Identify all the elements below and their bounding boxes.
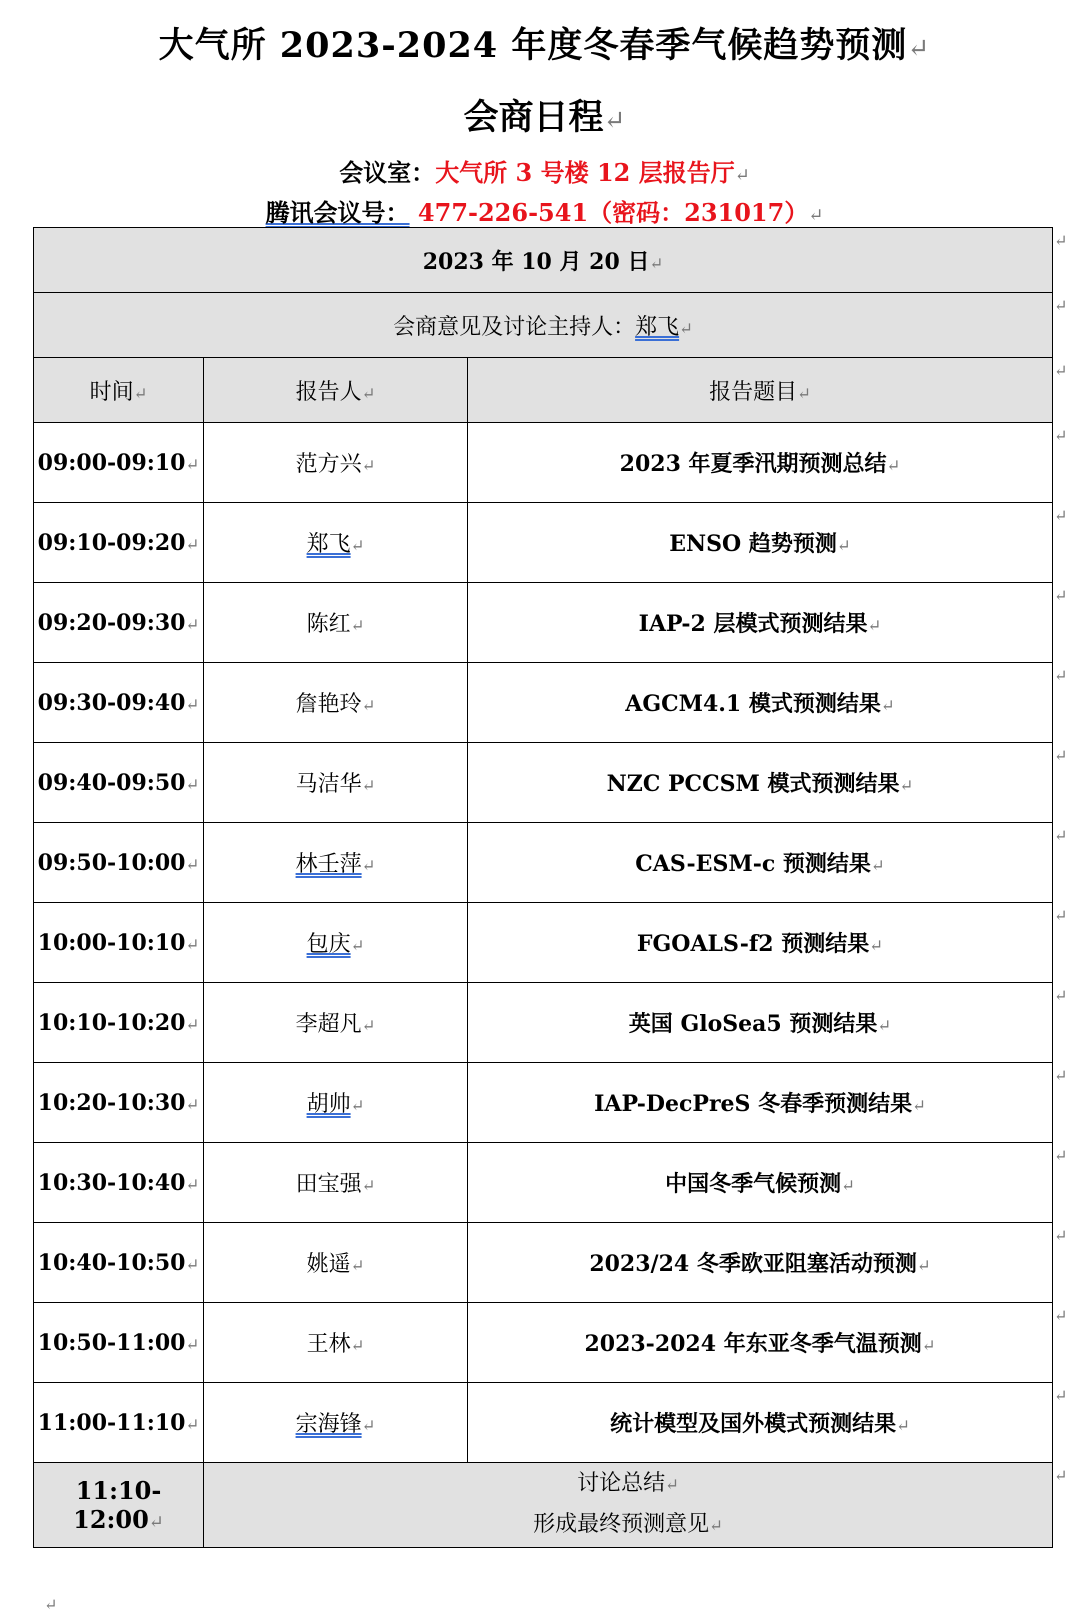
row-end-mark-icon — [1054, 826, 1067, 845]
paragraph-mark-icon — [186, 1255, 200, 1274]
speaker-cell: 林壬萍 ↵ — [204, 823, 468, 903]
paragraph-mark-icon — [881, 696, 895, 715]
paragraph-mark-icon — [186, 935, 200, 954]
meeting-line — [0, 193, 1089, 228]
paragraph-mark-icon — [679, 319, 693, 338]
paragraph-mark-icon — [896, 1416, 910, 1435]
row-end-mark-icon — [1054, 231, 1067, 250]
time-cell: 09:20-09:30 ↵ — [34, 583, 204, 663]
paragraph-mark-icon — [877, 1016, 891, 1035]
row-end-mark-icon — [1054, 586, 1067, 605]
row-end-mark-icon — [1054, 1066, 1067, 1085]
topic-cell: 2023 年夏季汛期预测总结 ↵ — [468, 423, 1053, 503]
paragraph-mark-icon — [841, 1176, 855, 1195]
table-row — [34, 1143, 1053, 1223]
row-end-mark-icon — [1054, 746, 1067, 765]
time-cell: 10:20-10:30 ↵ — [34, 1063, 204, 1143]
page-title: 大气所 2023-2024 年度冬春季气候趋势预测 ↵ — [0, 18, 1089, 68]
speaker-cell: 宗海锋 ↵ — [204, 1383, 468, 1463]
table-row — [34, 503, 1053, 583]
paragraph-mark-icon — [917, 1256, 931, 1275]
room-line — [0, 153, 1089, 188]
header-row — [34, 358, 1053, 423]
host-cell — [34, 293, 1053, 358]
topic-cell: AGCM4.1 模式预测结果 ↵ — [468, 663, 1053, 743]
topic-cell: 统计模型及国外模式预测结果 ↵ — [468, 1383, 1053, 1463]
speaker-cell: 王林 ↵ — [204, 1303, 468, 1383]
topic-cell: 2023-2024 年东亚冬季气温预测 ↵ — [468, 1303, 1053, 1383]
speaker-cell: 田宝强 ↵ — [204, 1143, 468, 1223]
final-line-2: 形成最终预测意见 ↵ — [204, 1505, 1052, 1546]
paragraph-mark-icon — [186, 1015, 200, 1034]
paragraph-mark-icon — [186, 535, 200, 554]
row-end-mark-icon — [1054, 426, 1067, 445]
host-name: 郑飞 — [635, 314, 680, 340]
topic-cell: 2023/24 冬季欧亚阻塞活动预测 ↵ — [468, 1223, 1053, 1303]
table-row — [34, 1063, 1053, 1143]
topic-cell: NZC PCCSM 模式预测结果 ↵ — [468, 743, 1053, 823]
time-cell: 09:30-09:40 ↵ — [34, 663, 204, 743]
paragraph-mark-icon — [186, 1335, 200, 1354]
speaker-cell: 胡帅 ↵ — [204, 1063, 468, 1143]
paragraph-mark-icon — [869, 936, 883, 955]
row-end-mark-icon — [1054, 506, 1067, 525]
time-cell: 10:50-11:00 ↵ — [34, 1303, 204, 1383]
paragraph-mark-icon — [362, 456, 376, 475]
row-end-mark-icon — [1054, 361, 1067, 380]
row-end-mark-icon — [1054, 296, 1067, 315]
paragraph-mark-icon — [186, 615, 200, 634]
time-cell: 10:10-10:20 ↵ — [34, 983, 204, 1063]
paragraph-mark-icon — [351, 1096, 365, 1115]
host-label: 会商意见及讨论主持人： — [393, 314, 636, 340]
topic-cell: 中国冬季气候预测 ↵ — [468, 1143, 1053, 1223]
paragraph-mark-icon — [362, 776, 376, 795]
speaker-cell: 李超凡 ↵ — [204, 983, 468, 1063]
table-row — [34, 903, 1053, 983]
speaker-cell: 范方兴 ↵ — [204, 423, 468, 503]
time-cell: 09:10-09:20 ↵ — [34, 503, 204, 583]
time-cell: 10:00-10:10 ↵ — [34, 903, 204, 983]
speaker-cell: 马洁华 ↵ — [204, 743, 468, 823]
topic-cell: 英国 GloSea5 预测结果 ↵ — [468, 983, 1053, 1063]
paragraph-mark-icon — [351, 616, 365, 635]
table-row — [34, 1303, 1053, 1383]
row-end-mark-icon — [1054, 1466, 1067, 1485]
paragraph-mark-icon — [186, 455, 200, 474]
table-row — [34, 1383, 1053, 1463]
speaker-cell: 包庆 ↵ — [204, 903, 468, 983]
column-header-time: 时间 ↵ — [34, 358, 204, 423]
paragraph-mark-icon — [735, 165, 750, 186]
table-row — [34, 423, 1053, 503]
meeting-id: 477-226-541（密码：231017） — [417, 198, 809, 227]
paragraph-mark-icon — [351, 536, 365, 555]
speaker-cell: 郑飞 ↵ — [204, 503, 468, 583]
speaker-cell: 詹艳玲 ↵ — [204, 663, 468, 743]
topic-cell: IAP-DecPreS 冬春季预测结果 ↵ — [468, 1063, 1053, 1143]
column-header-topic: 报告题目 ↵ — [468, 358, 1053, 423]
paragraph-mark-icon — [907, 34, 930, 64]
time-cell: 11:00-11:10 ↵ — [34, 1383, 204, 1463]
paragraph-mark-icon — [867, 616, 881, 635]
column-header-speaker: 报告人 ↵ — [204, 358, 468, 423]
paragraph-mark-icon — [186, 1175, 200, 1194]
table-row — [34, 823, 1053, 903]
paragraph-mark-icon — [186, 1095, 200, 1114]
time-cell: 09:00-09:10 ↵ — [34, 423, 204, 503]
table-row — [34, 583, 1053, 663]
row-end-mark-icon — [1054, 986, 1067, 1005]
page-subtitle: 会商日程 ↵ — [0, 90, 1089, 140]
paragraph-mark-icon — [808, 205, 823, 226]
topic-cell: FGOALS-f2 预测结果 ↵ — [468, 903, 1053, 983]
paragraph-mark-icon — [351, 936, 365, 955]
paragraph-mark-icon — [186, 695, 200, 714]
paragraph-mark-icon — [604, 106, 626, 136]
speaker-cell: 陈红 ↵ — [204, 583, 468, 663]
final-time: 11:10-12:00 ↵ — [34, 1463, 204, 1548]
paragraph-mark-icon — [922, 1336, 936, 1355]
paragraph-mark-icon — [362, 1176, 376, 1195]
paragraph-mark-icon — [362, 1416, 376, 1435]
table-row — [34, 743, 1053, 823]
paragraph-mark-icon — [362, 1016, 376, 1035]
paragraph-mark-icon — [362, 856, 376, 875]
row-end-mark-icon — [1054, 666, 1067, 685]
date-row — [34, 228, 1053, 293]
topic-cell: CAS-ESM-c 预测结果 ↵ — [468, 823, 1053, 903]
final-row — [34, 1463, 1053, 1548]
time-cell: 10:40-10:50 ↵ — [34, 1223, 204, 1303]
paragraph-mark-icon — [186, 855, 200, 874]
time-cell: 09:40-09:50 ↵ — [34, 743, 204, 823]
time-cell: 09:50-10:00 ↵ — [34, 823, 204, 903]
paragraph-mark-icon — [362, 696, 376, 715]
paragraph-mark-icon — [912, 1096, 926, 1115]
topic-cell: ENSO 趋势预测 ↵ — [468, 503, 1053, 583]
paragraph-mark-icon — [186, 775, 200, 794]
speaker-cell: 姚遥 ↵ — [204, 1223, 468, 1303]
row-end-mark-icon — [1054, 1226, 1067, 1245]
paragraph-mark-icon — [186, 1415, 200, 1434]
meeting-label: 腾讯会议号： — [265, 198, 410, 227]
schedule-table — [33, 227, 1053, 1548]
final-desc — [204, 1463, 1053, 1548]
room-label: 会议室： — [339, 158, 436, 187]
row-end-mark-icon — [1054, 1146, 1067, 1165]
final-line-1: 讨论总结 ↵ — [204, 1464, 1052, 1505]
paragraph-mark-icon — [44, 1595, 57, 1614]
table-row — [34, 983, 1053, 1063]
paragraph-mark-icon — [351, 1336, 365, 1355]
paragraph-mark-icon — [837, 536, 851, 555]
paragraph-mark-icon — [887, 456, 901, 475]
room-value: 大气所 3 号楼 12 层报告厅 — [435, 158, 735, 187]
time-cell: 10:30-10:40 ↵ — [34, 1143, 204, 1223]
topic-cell: IAP-2 层模式预测结果 ↵ — [468, 583, 1053, 663]
table-row — [34, 663, 1053, 743]
paragraph-mark-icon — [351, 1256, 365, 1275]
paragraph-mark-icon — [899, 776, 913, 795]
row-end-mark-icon — [1054, 1386, 1067, 1405]
paragraph-mark-icon — [871, 856, 885, 875]
paragraph-mark-icon — [649, 254, 663, 273]
table-row — [34, 1223, 1053, 1303]
date-cell: 2023 年 10 月 20 日 ↵ — [34, 228, 1053, 293]
row-end-mark-icon — [1054, 1306, 1067, 1325]
row-end-mark-icon — [1054, 906, 1067, 925]
host-row — [34, 293, 1053, 358]
